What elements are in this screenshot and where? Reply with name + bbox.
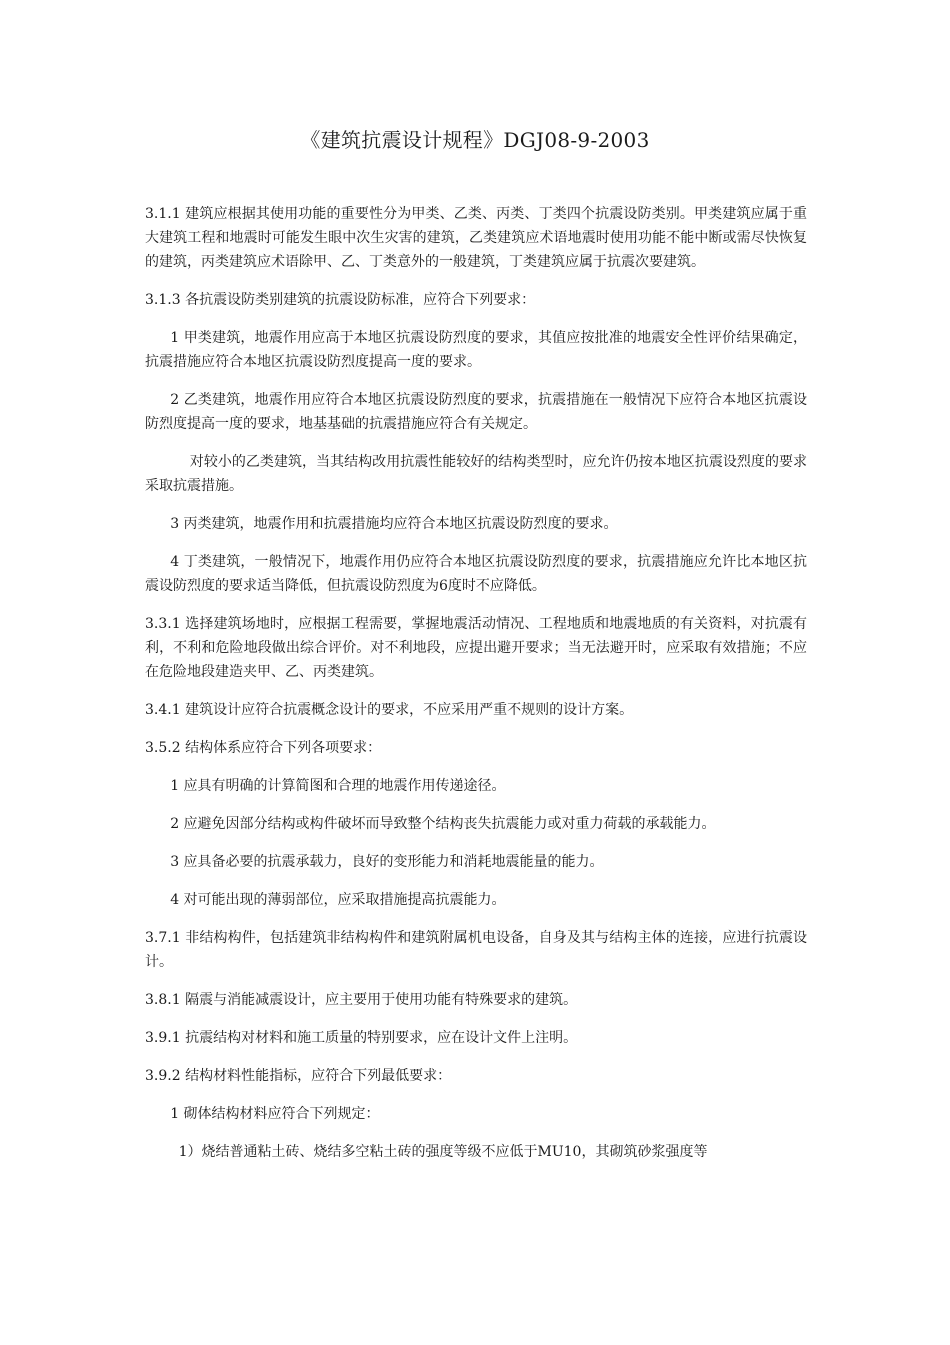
clause-3-1-3-item-2-note: 对较小的乙类建筑，当其结构改用抗震性能较好的结构类型时，应允许仍按本地区抗震设烈度的要求采取抗震措施。 (145, 454, 807, 494)
clause-3-1-3-item-3: 3 丙类建筑，地震作用和抗震措施均应符合本地区抗震设防烈度的要求。 (170, 516, 618, 532)
clause-3-8-1: 3.8.1 隔震与消能减震设计，应主要用于使用功能有特殊要求的建筑。 (145, 992, 578, 1008)
clause-3-9-2-item-1-sub-1: 1）烧结普通粘土砖、烧结多空粘土砖的强度等级不应低于MU10，其砌筑砂浆强度等 (178, 1144, 708, 1160)
document-body (145, 202, 807, 1178)
clause-3-5-2-item-1: 1 应具有明确的计算简图和合理的地震作用传递途径。 (170, 778, 506, 794)
clause-3-4-1: 3.4.1 建筑设计应符合抗震概念设计的要求，不应采用严重不规则的设计方案。 (145, 702, 634, 718)
clause-3-3-1: 3.3.1 选择建筑场地时，应根据工程需要，掌握地震活动情况、工程地质和地震地质的有关资料，对抗震有利，不利和危险地段做出综合评价。对不利地段，应提出避开要求；当无法避开时，应采取有效措施；不应在危险地段建造夹甲、乙、丙类建筑。 (145, 616, 807, 680)
clause-3-1-3-item-4: 4 丁类建筑，一般情况下，地震作用仍应符合本地区抗震设防烈度的要求，抗震措施应允许比本地区抗震设防烈度的要求适当降低，但抗震设防烈度为6度时不应降低。 (145, 554, 807, 594)
clause-3-1-1: 3.1.1 建筑应根据其使用功能的重要性分为甲类、乙类、丙类、丁类四个抗震设防类别。甲类建筑应属于重大建筑工程和地震时可能发生眼中次生灾害的建筑，乙类建筑应术语地震时使用功能不能中断或需尽快恢复的建筑，丙类建筑应术语除甲、乙、丁类意外的一般建筑，丁类建筑应属于抗震次要建筑。 (145, 206, 807, 270)
clause-3-7-1: 3.7.1 非结构构件，包括建筑非结构构件和建筑附属机电设备，自身及其与结构主体的连接，应进行抗震设计。 (145, 930, 807, 970)
clause-3-5-2-item-2: 2 应避免因部分结构或构件破坏而导致整个结构丧失抗震能力或对重力荷载的承载能力。 (170, 816, 716, 832)
document-title: 《建筑抗震设计规程》DGJ08-9-2003 (300, 128, 650, 152)
clause-3-9-1: 3.9.1 抗震结构对材料和施工质量的特别要求，应在设计文件上注明。 (145, 1030, 578, 1046)
clause-3-9-2-item-1: 1 砌体结构材料应符合下列规定： (170, 1106, 380, 1122)
clause-3-5-2: 3.5.2 结构体系应符合下列各项要求： (145, 740, 382, 756)
clause-3-5-2-item-4: 4 对可能出现的薄弱部位，应采取措施提高抗震能力。 (170, 892, 506, 908)
clause-3-1-3-item-2: 2 乙类建筑，地震作用应符合本地区抗震设防烈度的要求，抗震措施在一般情况下应符合本地区抗震设防烈度提高一度的要求，地基基础的抗震措施应符合有关规定。 (145, 392, 807, 432)
clause-3-1-3-item-1: 1 甲类建筑，地震作用应高于本地区抗震设防烈度的要求，其值应按批准的地震安全性评价结果确定，抗震措施应符合本地区抗震设防烈度提高一度的要求。 (145, 330, 807, 370)
clause-3-9-2: 3.9.2 结构材料性能指标，应符合下列最低要求： (145, 1068, 452, 1084)
clause-3-1-3: 3.1.3 各抗震设防类别建筑的抗震设防标准，应符合下列要求： (145, 292, 536, 308)
clause-3-5-2-item-3: 3 应具备必要的抗震承载力，良好的变形能力和消耗地震能量的能力。 (170, 854, 604, 870)
